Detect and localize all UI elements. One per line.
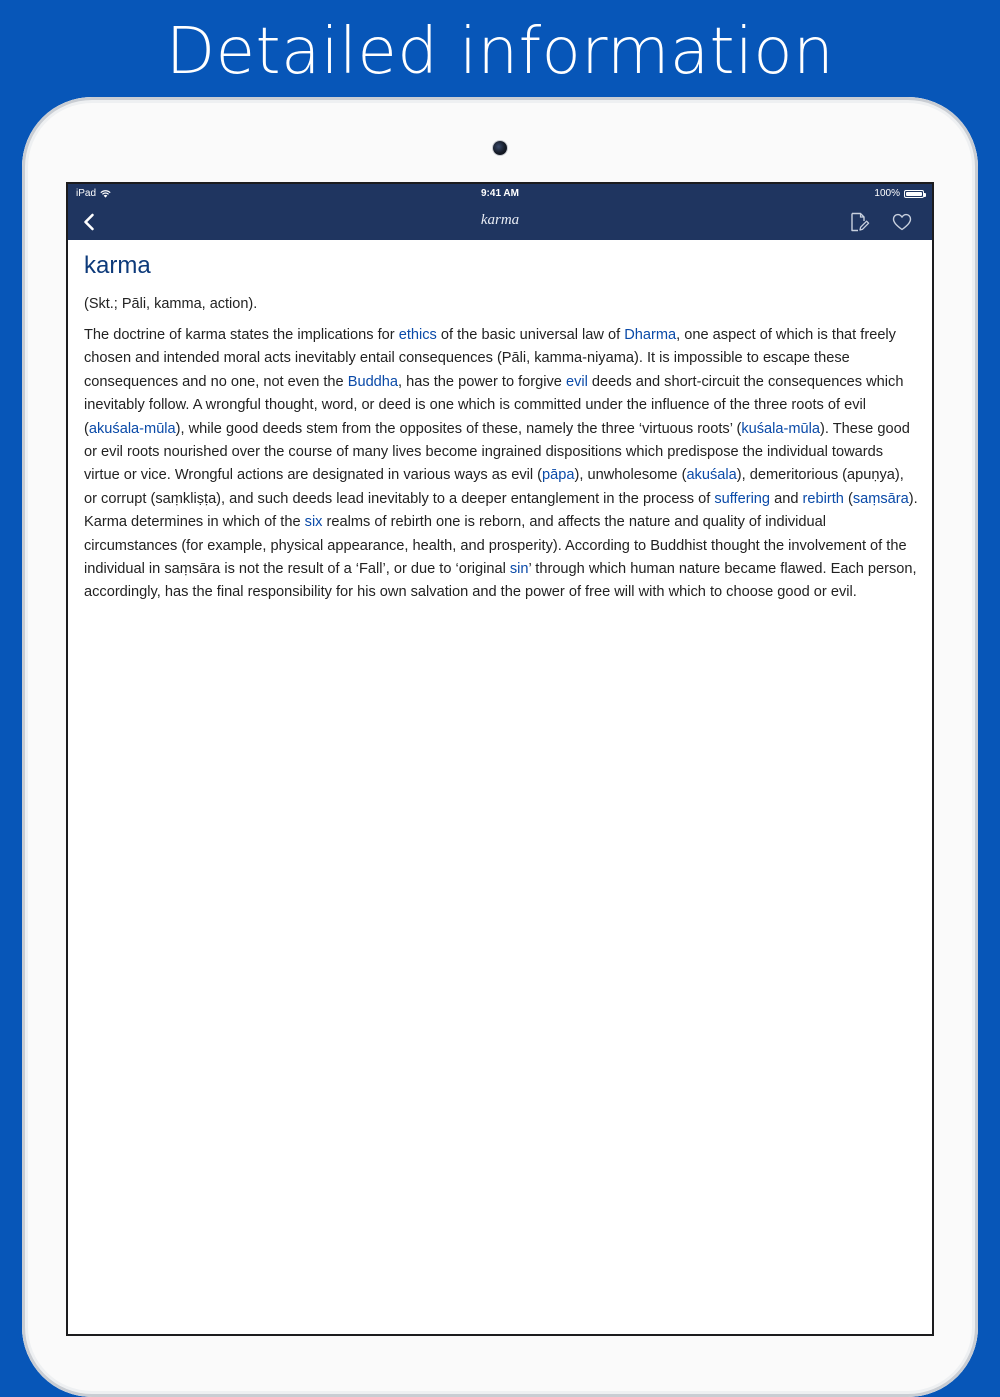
- entry-link[interactable]: pāpa: [542, 467, 575, 484]
- entry-title: karma: [84, 252, 151, 279]
- entry-link[interactable]: saṃsāra: [852, 490, 909, 507]
- heart-icon: [891, 211, 913, 233]
- entry-text: realms of rebirth one is reborn, and affects the nature and quality of individual circumstances (for example, physical appearance, health, and prosperity). According to Buddhist thought the involvement of the individual in saṃsāra is not the result of a ‘Fall’, or due to ‘original: [84, 514, 907, 578]
- entry-text: deeds and short-circuit the consequences which inevitably follow. A wrongful thought, word, or deed is one which is committed under the influence of the three roots of evil (: [84, 373, 904, 437]
- nav-title: karma: [480, 212, 520, 228]
- battery-fill: [906, 192, 922, 196]
- entry-link[interactable]: ethics: [398, 327, 437, 343]
- entry-text: (: [843, 490, 853, 507]
- entry-subtitle: (Skt.; Pāli, kamma, action).: [84, 296, 258, 312]
- entry-text: , has the power to forgive: [398, 373, 566, 390]
- status-bar: [68, 184, 932, 204]
- entry-link[interactable]: kuśala-mūla: [741, 420, 821, 437]
- entry-link[interactable]: Dharma: [624, 327, 677, 343]
- entry-link[interactable]: rebirth: [802, 490, 844, 507]
- entry-body: [84, 324, 918, 605]
- entry-link[interactable]: six: [304, 514, 323, 531]
- entry-text: ). These good or evil roots nourished over the course of many lives become ingrained dispositions which predispose the individual towards virtue or vice. Wrongful actions are designated in various ways as evil (: [84, 420, 910, 484]
- entry-link[interactable]: Buddha: [347, 373, 399, 390]
- entry-text: ), demeritorious (apuṇya), or corrupt (saṃkliṣṭa), and such deeds lead inevitably to a deeper entanglement in the process of: [84, 467, 904, 507]
- nav-bar: [68, 204, 932, 240]
- entry-link[interactable]: sin: [509, 561, 529, 578]
- entry-text: The doctrine of karma states the implications for: [84, 327, 399, 343]
- entry-text: ), unwholesome (: [574, 467, 687, 484]
- battery-icon: [904, 190, 924, 198]
- entry-text: ). Karma determines in which of the: [84, 490, 918, 531]
- entry-link[interactable]: akuśala-mūla: [88, 420, 176, 437]
- entry-text: of the basic universal law of: [436, 327, 625, 343]
- entry-link[interactable]: akuśala: [686, 467, 737, 484]
- status-time: 9:41 AM: [481, 188, 519, 199]
- entry-text: ’ through which human nature became flawed. Each person, accordingly, has the final responsibility for his own salvation and the power of free will with which to choose good or evil.: [84, 561, 917, 601]
- add-note-button[interactable]: [848, 211, 870, 233]
- promo-headline: Detailed information: [165, 15, 835, 89]
- entry-text: and: [770, 490, 803, 507]
- favorite-button[interactable]: [891, 211, 913, 233]
- entry-link[interactable]: evil: [565, 373, 588, 390]
- status-right: [874, 188, 924, 199]
- battery-percent: 100%: [874, 188, 900, 199]
- entry-link[interactable]: suffering: [714, 490, 771, 507]
- entry-content: [84, 240, 918, 605]
- note-edit-icon: [848, 211, 870, 233]
- entry-text: , one aspect of which is that freely chosen and intended moral acts inevitably entail consequences (Pāli, kamma-niyama). It is impossible to escape these consequences and no one, not even the: [84, 327, 896, 390]
- device-label: iPad: [76, 188, 97, 199]
- entry-text: ), while good deeds stem from the opposites of these, namely the three ‘virtuous roots’ (: [175, 420, 742, 437]
- app-screen: [68, 184, 932, 1334]
- front-camera: [493, 141, 507, 155]
